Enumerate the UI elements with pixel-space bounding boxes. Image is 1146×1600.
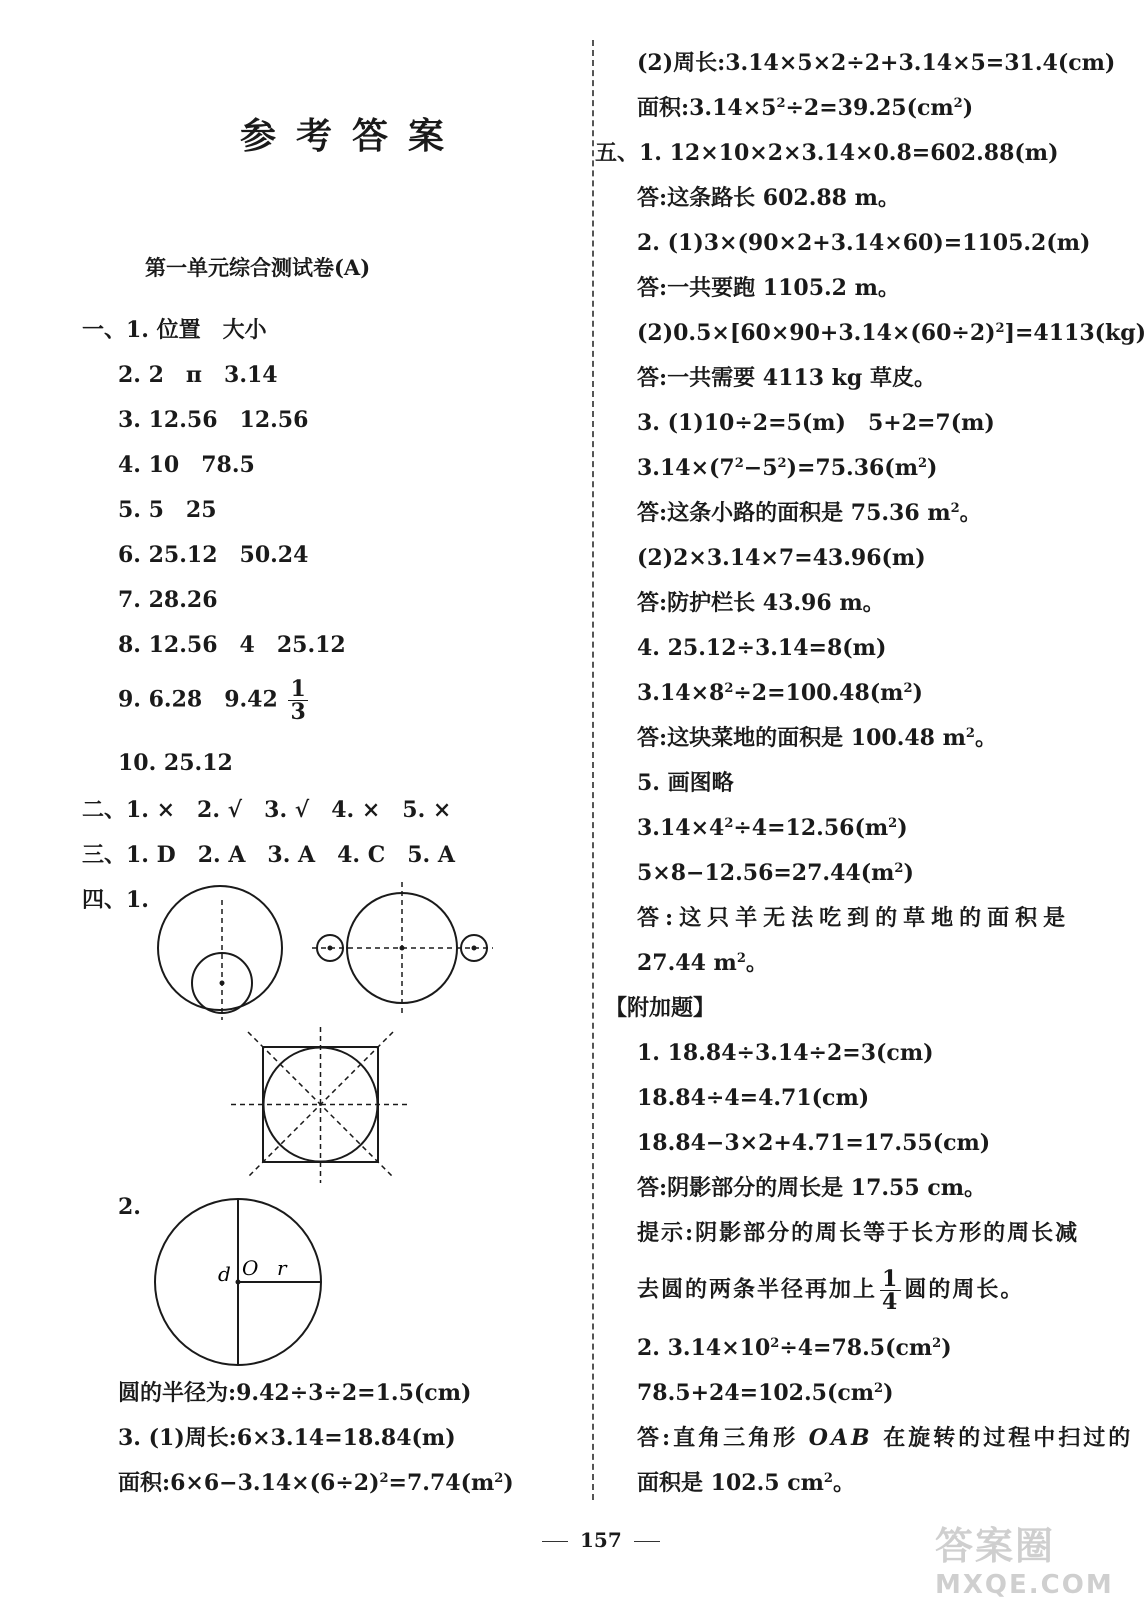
- superscript: 2: [932, 1336, 942, 1351]
- fraction: [880, 1268, 901, 1313]
- text: 在旋转的过程中扫过的: [872, 1425, 1134, 1451]
- watermark-text: 答案圈: [935, 1524, 1056, 1568]
- answer-line: [637, 813, 908, 843]
- answer-line: 2. (1)3×(90×2+3.14×60)=1105.2(m): [637, 230, 1091, 256]
- answer-line: 答:阴影部分的周长是 17.55 cm。: [637, 1175, 987, 1201]
- watermark-url: MXQE.COM: [935, 1570, 1114, 1600]
- answer-line: 四、1.: [82, 887, 149, 913]
- superscript: 2: [894, 861, 904, 876]
- text: 3.14×4: [637, 815, 725, 841]
- text: ÷4=78.5(cm: [779, 1335, 933, 1361]
- answer-text: 9. 6.28 9.42: [118, 686, 278, 713]
- text: ): [941, 1335, 952, 1361]
- answer-line: [637, 453, 937, 483]
- text: 2. 3.14×10: [637, 1335, 771, 1361]
- text: 面积是 102.5 cm: [637, 1470, 824, 1496]
- fraction-denominator: 3: [290, 699, 306, 725]
- superscript: 2: [770, 1336, 780, 1351]
- fraction-denominator: 4: [882, 1289, 900, 1315]
- answer-line: [118, 678, 311, 723]
- text: ): [912, 680, 923, 706]
- answer-line: 8. 12.56 4 25.12: [118, 632, 346, 658]
- answer-line: 6. 25.12 50.24: [118, 542, 309, 568]
- answer-line: [637, 678, 923, 708]
- text: 。: [832, 1470, 855, 1496]
- answer-line: 4. 10 78.5: [118, 452, 255, 478]
- fraction-numerator: 1: [882, 1266, 900, 1292]
- figure-square-circle: [228, 1025, 413, 1185]
- text: ): [903, 860, 914, 886]
- answer-line: [637, 498, 982, 528]
- answer-line: 2. 2 π 3.14: [118, 362, 278, 388]
- superscript: 2: [734, 456, 744, 471]
- superscript: 2: [823, 1471, 833, 1486]
- answer-line: 18.84−3×2+4.71=17.55(cm): [637, 1130, 991, 1156]
- text: ): [883, 1380, 894, 1406]
- section-heading: 【附加题】: [605, 995, 716, 1021]
- column-divider: [592, 40, 594, 1500]
- text: 面积:3.14×5: [637, 95, 777, 121]
- text: ): [962, 95, 974, 121]
- answer-line: 2.: [118, 1194, 141, 1220]
- text: 面积:6×6−3.14×(6÷2): [118, 1470, 380, 1496]
- answer-line: 1. 18.84÷3.14÷2=3(cm): [637, 1040, 934, 1066]
- fraction-numerator: 1: [290, 676, 306, 702]
- label-r: r: [277, 1256, 287, 1280]
- superscript: 2: [995, 321, 1005, 336]
- superscript: 2: [724, 816, 734, 831]
- hint-line: [637, 1218, 1079, 1248]
- text: =7.74(m: [388, 1470, 495, 1496]
- superscript: 2: [777, 456, 787, 471]
- section-subtitle: 第一单元综合测试卷(A): [145, 255, 371, 280]
- triangle-name: OAB: [808, 1425, 873, 1451]
- answer-line: 7. 28.26: [118, 587, 218, 613]
- answer-line: 五、1. 12×10×2×3.14×0.8=602.88(m): [595, 140, 1059, 166]
- answer-line: [637, 858, 914, 888]
- text: ): [927, 455, 938, 481]
- answer-line: (2)周长:3.14×5×2÷2+3.14×5=31.4(cm): [637, 50, 1116, 76]
- answer-line: 答:一共需要 4113 kg 草皮。: [637, 365, 936, 391]
- text: 答:这块菜地的面积是 100.48 m: [637, 725, 966, 751]
- text: 27.44 m: [637, 950, 737, 976]
- text: ): [897, 815, 908, 841]
- text: ÷2=39.25(cm: [785, 95, 954, 121]
- answer-line: 圆的半径为:9.42÷3÷2=1.5(cm): [118, 1380, 472, 1406]
- figure-circle-diameter-radius: [150, 1195, 330, 1370]
- answer-line: 答:一共要跑 1105.2 m。: [637, 275, 900, 301]
- superscript: 2: [903, 681, 913, 696]
- answer-line: 三、1. D 2. A 3. A 4. C 5. A: [82, 842, 455, 868]
- superscript: 2: [874, 1381, 884, 1396]
- superscript: 2: [776, 96, 786, 111]
- superscript: 2: [950, 501, 960, 516]
- answer-line: 答:这条路长 602.88 m。: [637, 185, 900, 211]
- fraction: [288, 678, 307, 723]
- label-d: d: [218, 1262, 231, 1286]
- superscript: 2: [494, 1471, 504, 1486]
- text: ]=4113(kg): [1004, 320, 1146, 346]
- answer-line: (2)2×3.14×7=43.96(m): [637, 545, 926, 571]
- figure-symmetric-circles: [310, 880, 495, 1015]
- watermark-logo: [935, 1515, 1114, 1600]
- text: ÷4=12.56(m: [733, 815, 889, 841]
- text: 去圆的两条半径再加上: [637, 1276, 878, 1303]
- answer-line: 3. (1)周长:6×3.14=18.84(m): [118, 1425, 456, 1451]
- superscript: 2: [965, 726, 975, 741]
- answer-line: [637, 1423, 1133, 1453]
- text: 阴影部分的周长等于长方形的周长减: [695, 1220, 1080, 1246]
- superscript: 2: [918, 456, 928, 471]
- answer-line: 10. 25.12: [118, 750, 233, 776]
- text: 答:直角三角形: [637, 1425, 809, 1451]
- answer-line: 一、1. 位置 大小: [82, 317, 267, 343]
- text: )=75.36(m: [786, 455, 918, 481]
- text: 。: [959, 500, 982, 526]
- answer-line: 18.84÷4=4.71(cm): [637, 1085, 870, 1111]
- text: 圆的周长。: [904, 1276, 1025, 1303]
- answer-line: [637, 318, 1146, 348]
- answer-line: 5. 画图略: [637, 770, 734, 796]
- superscript: 2: [379, 1471, 389, 1486]
- text: 3.14×8: [637, 680, 725, 706]
- answer-line: 4. 25.12÷3.14=8(m): [637, 635, 887, 661]
- text: 答:这条小路的面积是 75.36 m: [637, 500, 951, 526]
- hint-label: 提示:: [637, 1220, 696, 1246]
- text: ): [503, 1470, 514, 1496]
- superscript: 2: [888, 816, 898, 831]
- answer-line: [637, 948, 768, 978]
- answer-line: [637, 723, 997, 753]
- text: ÷2=100.48(m: [733, 680, 904, 706]
- superscript: 2: [724, 681, 734, 696]
- answer-line: [637, 93, 973, 123]
- answer-line: 5. 5 25: [118, 497, 217, 523]
- text: −5: [743, 455, 778, 481]
- text: 3.14×(7: [637, 455, 735, 481]
- answer-line: [637, 1333, 952, 1363]
- answer-line: [118, 1468, 514, 1498]
- superscript: 2: [736, 951, 746, 966]
- figure-tangent-circles: [150, 880, 290, 1025]
- answer-line: 答:这只羊无法吃到的草地的面积是: [637, 905, 1072, 931]
- label-o: O: [242, 1256, 259, 1280]
- page-title: 参考答案: [240, 115, 465, 157]
- page-number: [530, 1528, 672, 1552]
- answer-line: 3. 12.56 12.56: [118, 407, 309, 433]
- answer-line: 答:防护栏长 43.96 m。: [637, 590, 885, 616]
- hint-line: [637, 1268, 1024, 1313]
- page-number-text: 157: [580, 1528, 622, 1552]
- superscript: 2: [953, 96, 963, 111]
- answer-line: [637, 1378, 894, 1408]
- answer-line: 3. (1)10÷2=5(m) 5+2=7(m): [637, 410, 995, 436]
- text: 78.5+24=102.5(cm: [637, 1380, 875, 1406]
- answer-line: 二、1. × 2. √ 3. √ 4. × 5. ×: [82, 797, 452, 823]
- text: (2)0.5×[60×90+3.14×(60÷2): [637, 320, 996, 346]
- text: 。: [745, 950, 768, 976]
- text: 。: [974, 725, 997, 751]
- text: 5×8−12.56=27.44(m: [637, 860, 895, 886]
- answer-line: [637, 1468, 855, 1498]
